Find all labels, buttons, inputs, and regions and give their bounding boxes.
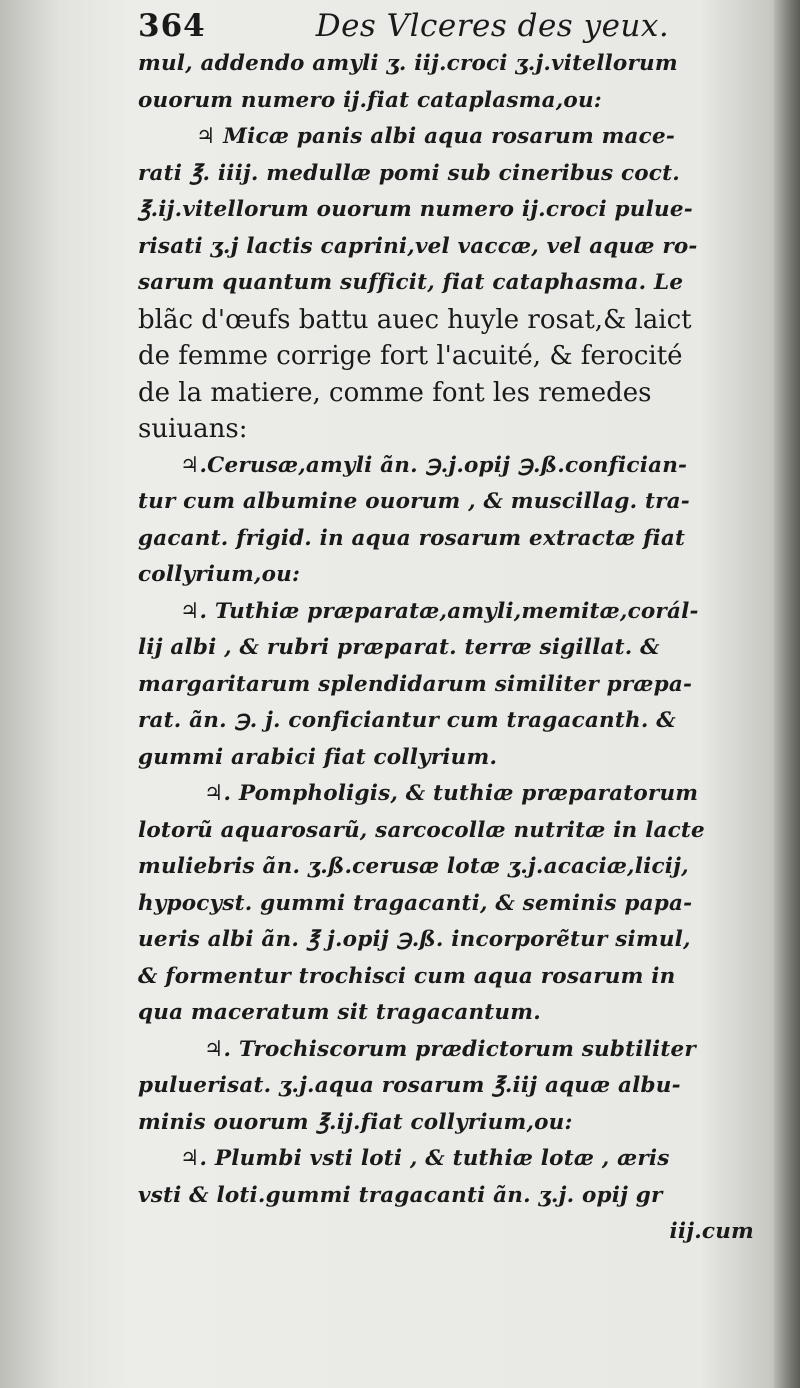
page-number: 364 (138, 8, 206, 44)
page-text (138, 46, 762, 1251)
recipe-line: ♃. Tuthiæ præparatæ,amyli,memitæ,corál- (180, 598, 699, 624)
page-header (138, 6, 762, 46)
text-line: blãc d'œufs battu auec huyle rosat,& laict (138, 304, 692, 335)
recipe-line: ♃. Trochiscorum prædictorum subtiliter (204, 1036, 696, 1062)
text-line: muliebris ãn. ʒ.ß.cerusæ lotæ ʒ.j.acaciæ,licij, (138, 854, 689, 879)
text-line: lij albi , & rubri præparat. terræ sigillat. & (138, 635, 660, 660)
book-gutter-shadow (774, 0, 800, 1388)
text-line: gacant. frigid. in aqua rosarum extractæ fiat (138, 525, 686, 551)
text-line: sarum quantum sufficit, fiat cataphasma. Le (138, 270, 684, 295)
text-line: ueris albi ãn. ℥ j.opij ℈.ß. incorporẽtur simul, (138, 927, 691, 952)
text-line: lotorũ aquarosarũ, sarcocollæ nutritæ in lacte (138, 817, 705, 843)
text-line: ouorum numero ij.fiat cataplasma,ou: (138, 87, 602, 113)
running-head: Des Vlceres des yeux. (315, 8, 670, 44)
text-line: suiuans: (138, 414, 248, 444)
text-line: minis ouorum ℥.ij.fiat collyrium,ou: (138, 1109, 573, 1135)
text-line: rati ℥. iiij. medullæ pomi sub cineribus coct. (138, 160, 680, 186)
text-line: & formentur trochisci cum aqua rosarum in (138, 963, 676, 989)
text-line: puluerisat. ʒ.j.aqua rosarum ℥.iij aquæ albu- (138, 1073, 681, 1098)
text-line: risati ʒ.j lactis caprini,vel vaccæ, vel aquæ ro- (138, 233, 698, 259)
text-line: qua maceratum sit tragacantum. (138, 1000, 541, 1025)
text-line: collyrium,ou: (138, 562, 301, 587)
text-line: margaritarum splendidarum similiter præpa- (138, 671, 693, 697)
recipe-line: ♃.Cerusæ,amyli ãn. ℈.j.opij ℈.ß.confician- (180, 452, 688, 478)
text-line: vsti & loti.gummi tragacanti ãn. ʒ.j. opij gr (138, 1182, 663, 1208)
text-line: tur cum albumine ouorum , & muscillag. tra- (138, 489, 690, 514)
text-line: hypocyst. gummi tragacanti, & seminis papa- (138, 890, 693, 916)
text-line: gummi arabici fiat collyrium. (138, 744, 498, 770)
text-line: ℥.ij.vitellorum ouorum numero ij.croci pulue- (138, 197, 693, 222)
text-line: rat. ãn. ℈. j. conficiantur cum tragacanth. & (138, 708, 676, 733)
text-line: mul, addendo amyli ʒ. iij.croci ʒ.j.vitellorum (138, 51, 678, 76)
recipe-line: ♃. Pompholigis, & tuthiæ præparatorum (204, 781, 699, 806)
text-line: de femme corrige fort l'acuité, & ferocité (138, 341, 683, 371)
text-line: de la matiere, comme font les remedes (138, 377, 652, 408)
recipe-line: ♃ Micæ panis albi aqua rosarum mace- (196, 124, 675, 149)
catchword: iij.cum (669, 1219, 754, 1244)
recipe-line: ♃. Plumbi vsti loti , & tuthiæ lotæ , æris (180, 1146, 670, 1171)
